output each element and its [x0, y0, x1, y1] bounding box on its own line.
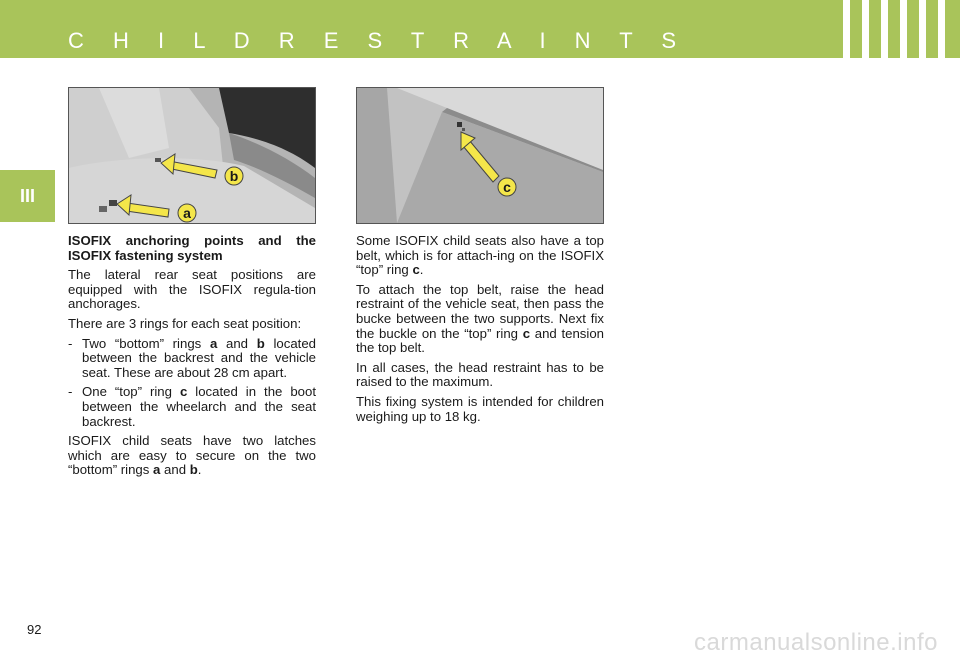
- header-stripe: [919, 0, 926, 58]
- header-stripe: [843, 0, 850, 58]
- ring-ref: a: [209, 335, 218, 351]
- label-a: a: [183, 205, 191, 221]
- header-stripe: [881, 0, 888, 58]
- paragraph: The lateral rear seat positions are equipped with the ISOFIX regula-tion anchorages.: [68, 267, 316, 312]
- header-stripe: [938, 0, 945, 58]
- ring-ref: c: [179, 384, 188, 400]
- page-number: 92: [27, 622, 42, 637]
- isofix-bottom-rings-photo: [68, 87, 316, 224]
- list-item: - One “top” ring c located in the boot between the wheelarch and the seat backrest.: [68, 384, 317, 429]
- section-heading: ISOFIX anchoring points and the ISOFIX fastening system: [68, 233, 316, 263]
- list-text: One “top” ring: [82, 384, 172, 400]
- ring-ref: c: [412, 262, 420, 278]
- page-title: C H I L D R E S T R A I N T S: [68, 28, 688, 53]
- left-text-column: [68, 234, 316, 483]
- list-text: located in the boot between the wheelarch and the seat backrest.: [82, 384, 317, 429]
- paragraph: To attach the top belt, raise the head restraint of the vehicle seat, then pass the bucke between the two supports. Next fix the buckle on the “top” ring c and tension the top belt.: [356, 281, 604, 356]
- paragraph: There are 3 rings for each seat position:: [68, 315, 302, 331]
- paragraph: In all cases, the head restraint has to be raised to the maximum.: [356, 359, 604, 390]
- paragraph: ISOFIX child seats have two latches which are easy to secure on the two “bottom” rings a and b.: [68, 433, 316, 478]
- paragraph: Some ISOFIX child seats also have a top belt, which is for attach-ing on the ISOFIX “top” ring c.: [356, 233, 604, 278]
- list-item: - Two “bottom” rings a and b located between the backrest and the vehicle seat. These are about 28 cm apart.: [68, 335, 317, 380]
- ring-ref: a: [153, 462, 161, 478]
- label-c: c: [503, 179, 511, 195]
- label-b: b: [229, 168, 239, 184]
- right-text-column: [356, 234, 604, 429]
- chapter-tab: [0, 170, 55, 222]
- watermark: carmanualsonline.info: [694, 629, 938, 656]
- paragraph: This fixing system is intended for children weighing up to 18 kg.: [356, 393, 604, 424]
- seat-illustration: [69, 88, 315, 223]
- list-text: located between the backrest and the vehicle seat. These are about 28 cm apart.: [82, 335, 317, 380]
- header-stripe: [900, 0, 907, 58]
- ring-ref: b: [256, 335, 265, 351]
- list-text: and: [226, 335, 249, 351]
- header-stripe: [862, 0, 869, 58]
- isofix-top-ring-photo: [356, 87, 604, 224]
- ring-ref: b: [189, 462, 198, 478]
- list-text: Two “bottom” rings: [82, 335, 202, 351]
- ring-ref: c: [522, 325, 531, 341]
- chapter-label: III: [19, 185, 35, 206]
- boot-illustration: [357, 88, 603, 223]
